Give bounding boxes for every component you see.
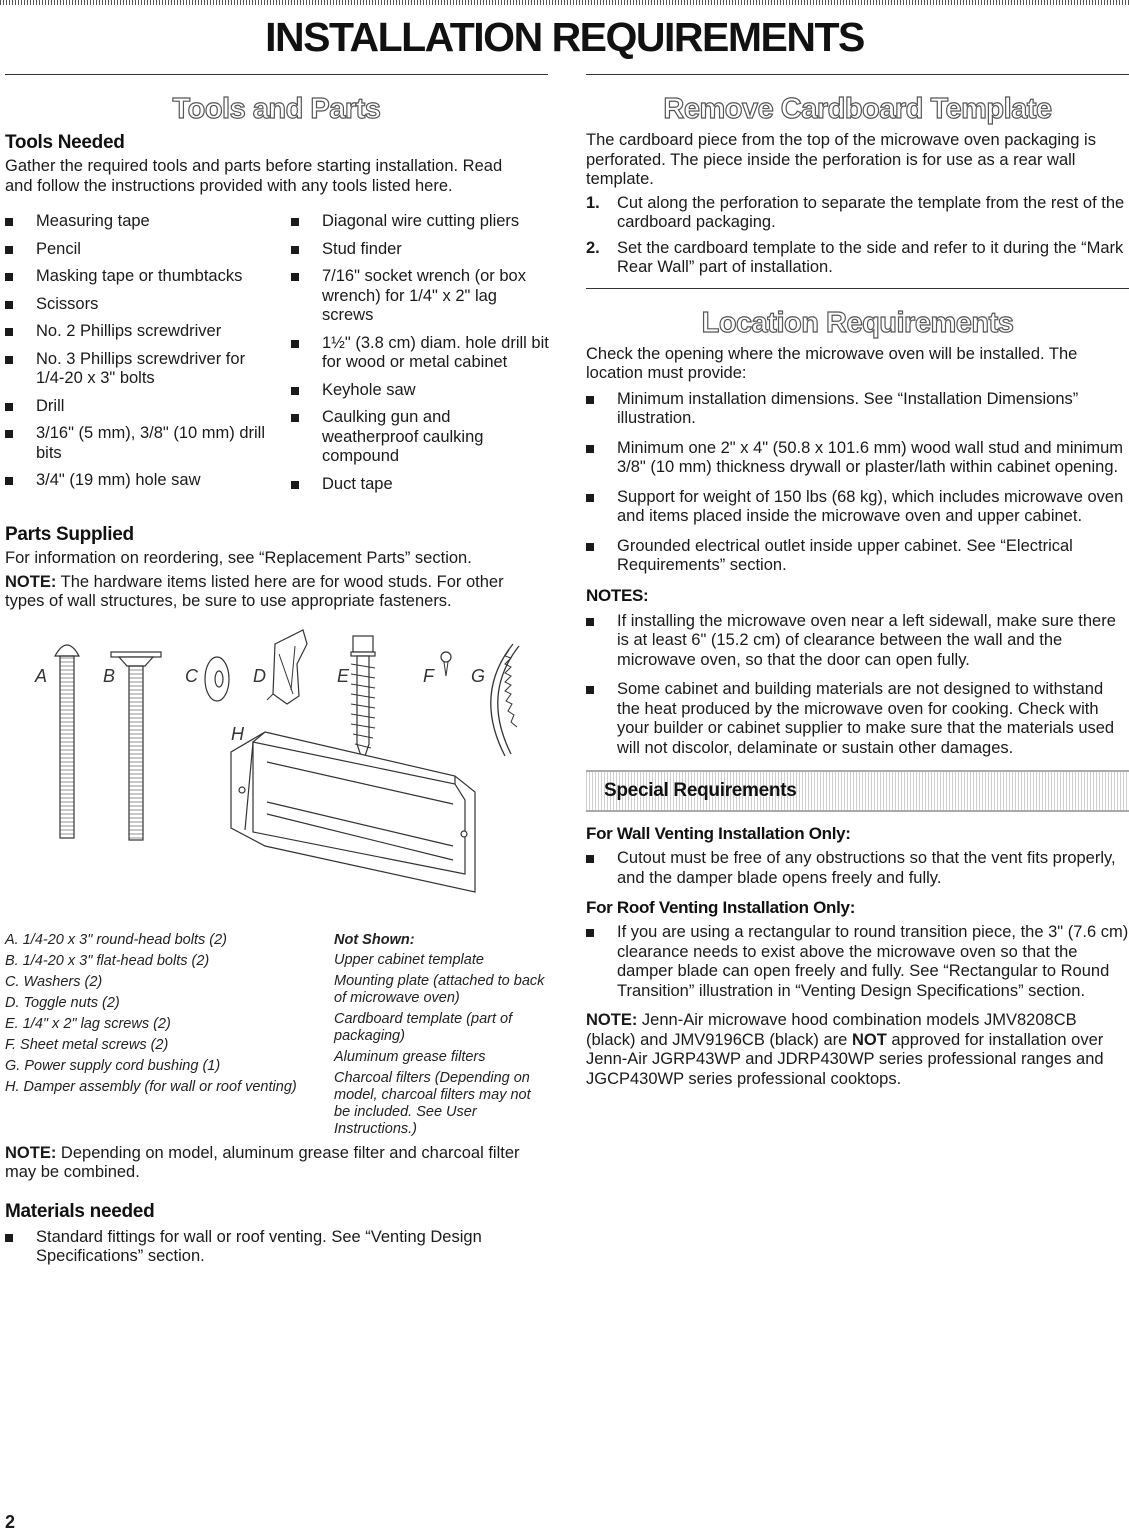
parts-supplied-heading: Parts Supplied [5, 524, 134, 545]
diagram-letter-a: A [35, 665, 48, 686]
page-number: 2 [5, 1512, 16, 1532]
washer [205, 657, 229, 701]
parts-legend [5, 932, 548, 1138]
step-number: 2. [586, 238, 600, 257]
parts-intro: For information on reordering, see “Replacement Parts” section. [5, 549, 472, 567]
tools-and-parts-title: Tools and Parts [172, 93, 381, 125]
flat-head-bolt [111, 652, 161, 840]
location-list [586, 390, 1129, 576]
remove-template-steps [586, 194, 1129, 278]
wall-venting-list [586, 849, 1129, 888]
step-item [586, 194, 1129, 233]
location-item: Minimum one 2" x 4" (50.8 x 101.6 mm) wood wall stud and minimum 3/8" (10 mm) thickness drywall or plaster/lath within cabinet opening. [586, 439, 1129, 478]
page-title: INSTALLATION REQUIREMENTS [265, 14, 864, 60]
not-shown-item: Cardboard template (part of packaging) [334, 1010, 513, 1044]
note-label: NOTE: [5, 572, 57, 591]
top-border [0, 0, 1129, 5]
lag-screw [351, 636, 375, 762]
tool-item: Duct tape [291, 475, 549, 495]
sheet-metal-screw [441, 652, 451, 676]
location-item: Support for weight of 150 lbs (68 kg), which includes microwave oven and items placed inside the microwave oven and upper cabinet. [586, 488, 1129, 527]
note-text: Depending on model, aluminum grease filter and charcoal filter may be combined. [5, 1143, 520, 1181]
location-item: Grounded electrical outlet inside upper cabinet. See “Electrical Requirements” section. [586, 537, 1129, 576]
legend-item: G. Power supply cord bushing (1) [5, 1057, 221, 1074]
legend-item: C. Washers (2) [5, 973, 103, 990]
materials-item: Standard fittings for wall or roof venting. See “Venting Design Specifications” section. [5, 1228, 545, 1267]
special-requirements-heading: Special Requirements [604, 780, 797, 801]
step-text: Cut along the perforation to separate the template from the rest of the cardboard packaging. [617, 193, 1125, 231]
note-label: NOTE: [586, 1011, 638, 1029]
not-shown-list [334, 932, 548, 1138]
legend-item: H. Damper assembly (for wall or roof venting) [5, 1078, 297, 1095]
not-shown-item: Aluminum grease filters [334, 1048, 486, 1065]
filter-note [5, 1144, 545, 1183]
round-head-bolt [55, 645, 79, 838]
tool-item: 7/16" socket wrench (or box wrench) for 1/4" x 2" lag screws [291, 267, 549, 326]
section-divider [586, 74, 1129, 75]
note-text-1: Jenn-Air microwave hood combination models JMV8208CB (black) and JMV9196CB (black) are [586, 1011, 1077, 1049]
location-item: Minimum installation dimensions. See “Installation Dimensions” illustration. [586, 390, 1129, 429]
not-shown-item: Charcoal filters (Depending on model, charcoal filters may not be included. See User Instructions.) [334, 1069, 531, 1137]
parts-note [5, 573, 525, 612]
hardware-diagram [5, 624, 548, 924]
diagram-letter-f: F [423, 665, 434, 686]
tool-item: 3/4" (19 mm) hole saw [5, 471, 277, 491]
step-text: Set the cardboard template to the side and refer to it during the “Mark Rear Wall” part of installation. [617, 238, 1124, 276]
tools-list-col1 [5, 212, 277, 499]
section-divider [5, 74, 548, 75]
tool-item: Diagonal wire cutting pliers [291, 212, 549, 232]
tool-item: Keyhole saw [291, 381, 549, 401]
step-item [586, 239, 1129, 278]
materials-heading: Materials needed [5, 1200, 155, 1222]
damper-assembly [231, 732, 475, 892]
tools-intro: Gather the required tools and parts before starting installation. Read and follow the instructions provided with any tools listed here. [5, 157, 503, 195]
note-bold: NOT [851, 1030, 887, 1049]
notes-heading: NOTES: [586, 585, 649, 605]
tool-item: Masking tape or thumbtacks [5, 267, 277, 287]
note-text-2: approved for installation over Jenn-Air JGRP43WP and JDRP430WP series professional ranges and JGCP430WP series professional cooktops. [586, 1030, 1104, 1088]
tool-item: Stud finder [291, 240, 549, 260]
diagram-letter-g: G [471, 665, 486, 686]
legend-item: D. Toggle nuts (2) [5, 994, 120, 1011]
legend-item: E. 1/4" x 2" lag screws (2) [5, 1015, 171, 1032]
wall-venting-heading: For Wall Venting Installation Only: [586, 824, 851, 843]
not-shown-label: Not Shown: [334, 931, 415, 948]
legend-item: A. 1/4-20 x 3" round-head bolts (2) [5, 931, 227, 948]
tools-list [5, 212, 548, 518]
note-item: If installing the microwave oven near a left sidewall, make sure there is at least 6" (15.2 cm) of clearance between the wall and the microwave oven, so that the door can open fully. [586, 612, 1129, 671]
tools-list-col2 [291, 212, 549, 502]
section-divider [586, 288, 1129, 289]
tools-needed-heading: Tools Needed [5, 132, 125, 153]
remove-template-intro: The cardboard piece from the top of the microwave oven packaging is perforated. The piece inside the perforation is for use as a rear wall template. [586, 131, 1096, 188]
parts-legend-list [5, 932, 305, 1100]
tool-item: Caulking gun and weatherproof caulking compound [291, 408, 549, 467]
right-column [586, 74, 1129, 1089]
tool-item: No. 2 Phillips screwdriver [5, 322, 277, 342]
not-shown-item: Mounting plate (attached to back of microwave oven) [334, 972, 545, 1006]
tool-item: 1½" (3.8 cm) diam. hole drill bit for wood or metal cabinet [291, 334, 549, 373]
tool-item: Scissors [5, 295, 277, 315]
notes-list [586, 612, 1129, 759]
materials-list [5, 1228, 545, 1267]
diagram-letter-e: E [337, 665, 350, 686]
special-requirements-bar [586, 770, 1129, 812]
remove-template-title: Remove Cardboard Template [663, 93, 1052, 125]
diagram-letter-b: B [103, 665, 116, 686]
note-text: The hardware items listed here are for wood studs. For other types of wall structures, be sure to use appropriate fasteners. [5, 572, 504, 610]
roof-venting-list [586, 923, 1129, 1001]
tool-item: Drill [5, 397, 277, 417]
diagram-letter-d: D [253, 665, 266, 686]
not-shown-item: Upper cabinet template [334, 951, 484, 968]
tool-item: Pencil [5, 240, 277, 260]
location-requirements-title: Location Requirements [701, 306, 1014, 339]
roof-venting-heading: For Roof Venting Installation Only: [586, 898, 856, 917]
note-label: NOTE: [5, 1143, 57, 1162]
roof-venting-item: If you are using a rectangular to round transition piece, the 3" (7.6 cm) clearance needs to exist above the microwave oven so that the damper blade can open freely and fully. See “Rectangular to Round Transition” illustration in “Venting Design Specifications” section. [586, 923, 1129, 1001]
diagram-letter-h: H [231, 723, 244, 744]
tool-item: 3/16" (5 mm), 3/8" (10 mm) drill bits [5, 424, 277, 463]
left-column [5, 74, 548, 1267]
tool-item: No. 3 Phillips screwdriver for 1/4-20 x 3" bolts [5, 350, 277, 389]
legend-item: F. Sheet metal screws (2) [5, 1036, 169, 1053]
not-shown-items [334, 952, 548, 1138]
tool-item: Measuring tape [5, 212, 277, 232]
note-item: Some cabinet and building materials are not designed to withstand the heat produced by the microwave oven for cooking. Check with your builder or cabinet supplier to make sure that the materials used will not discolor, delaminate or sustain other damages. [586, 680, 1129, 758]
toggle-nut [267, 630, 307, 704]
step-number: 1. [586, 193, 600, 212]
wall-venting-item: Cutout must be free of any obstructions so that the vent fits properly, and the damper blade opens freely and fully. [586, 849, 1129, 888]
final-note [586, 1011, 1129, 1089]
legend-item: B. 1/4-20 x 3" flat-head bolts (2) [5, 952, 210, 969]
cord-bushing [491, 644, 519, 756]
diagram-letter-c: C [185, 665, 198, 686]
location-intro: Check the opening where the microwave oven will be installed. The location must provide: [586, 344, 1078, 382]
